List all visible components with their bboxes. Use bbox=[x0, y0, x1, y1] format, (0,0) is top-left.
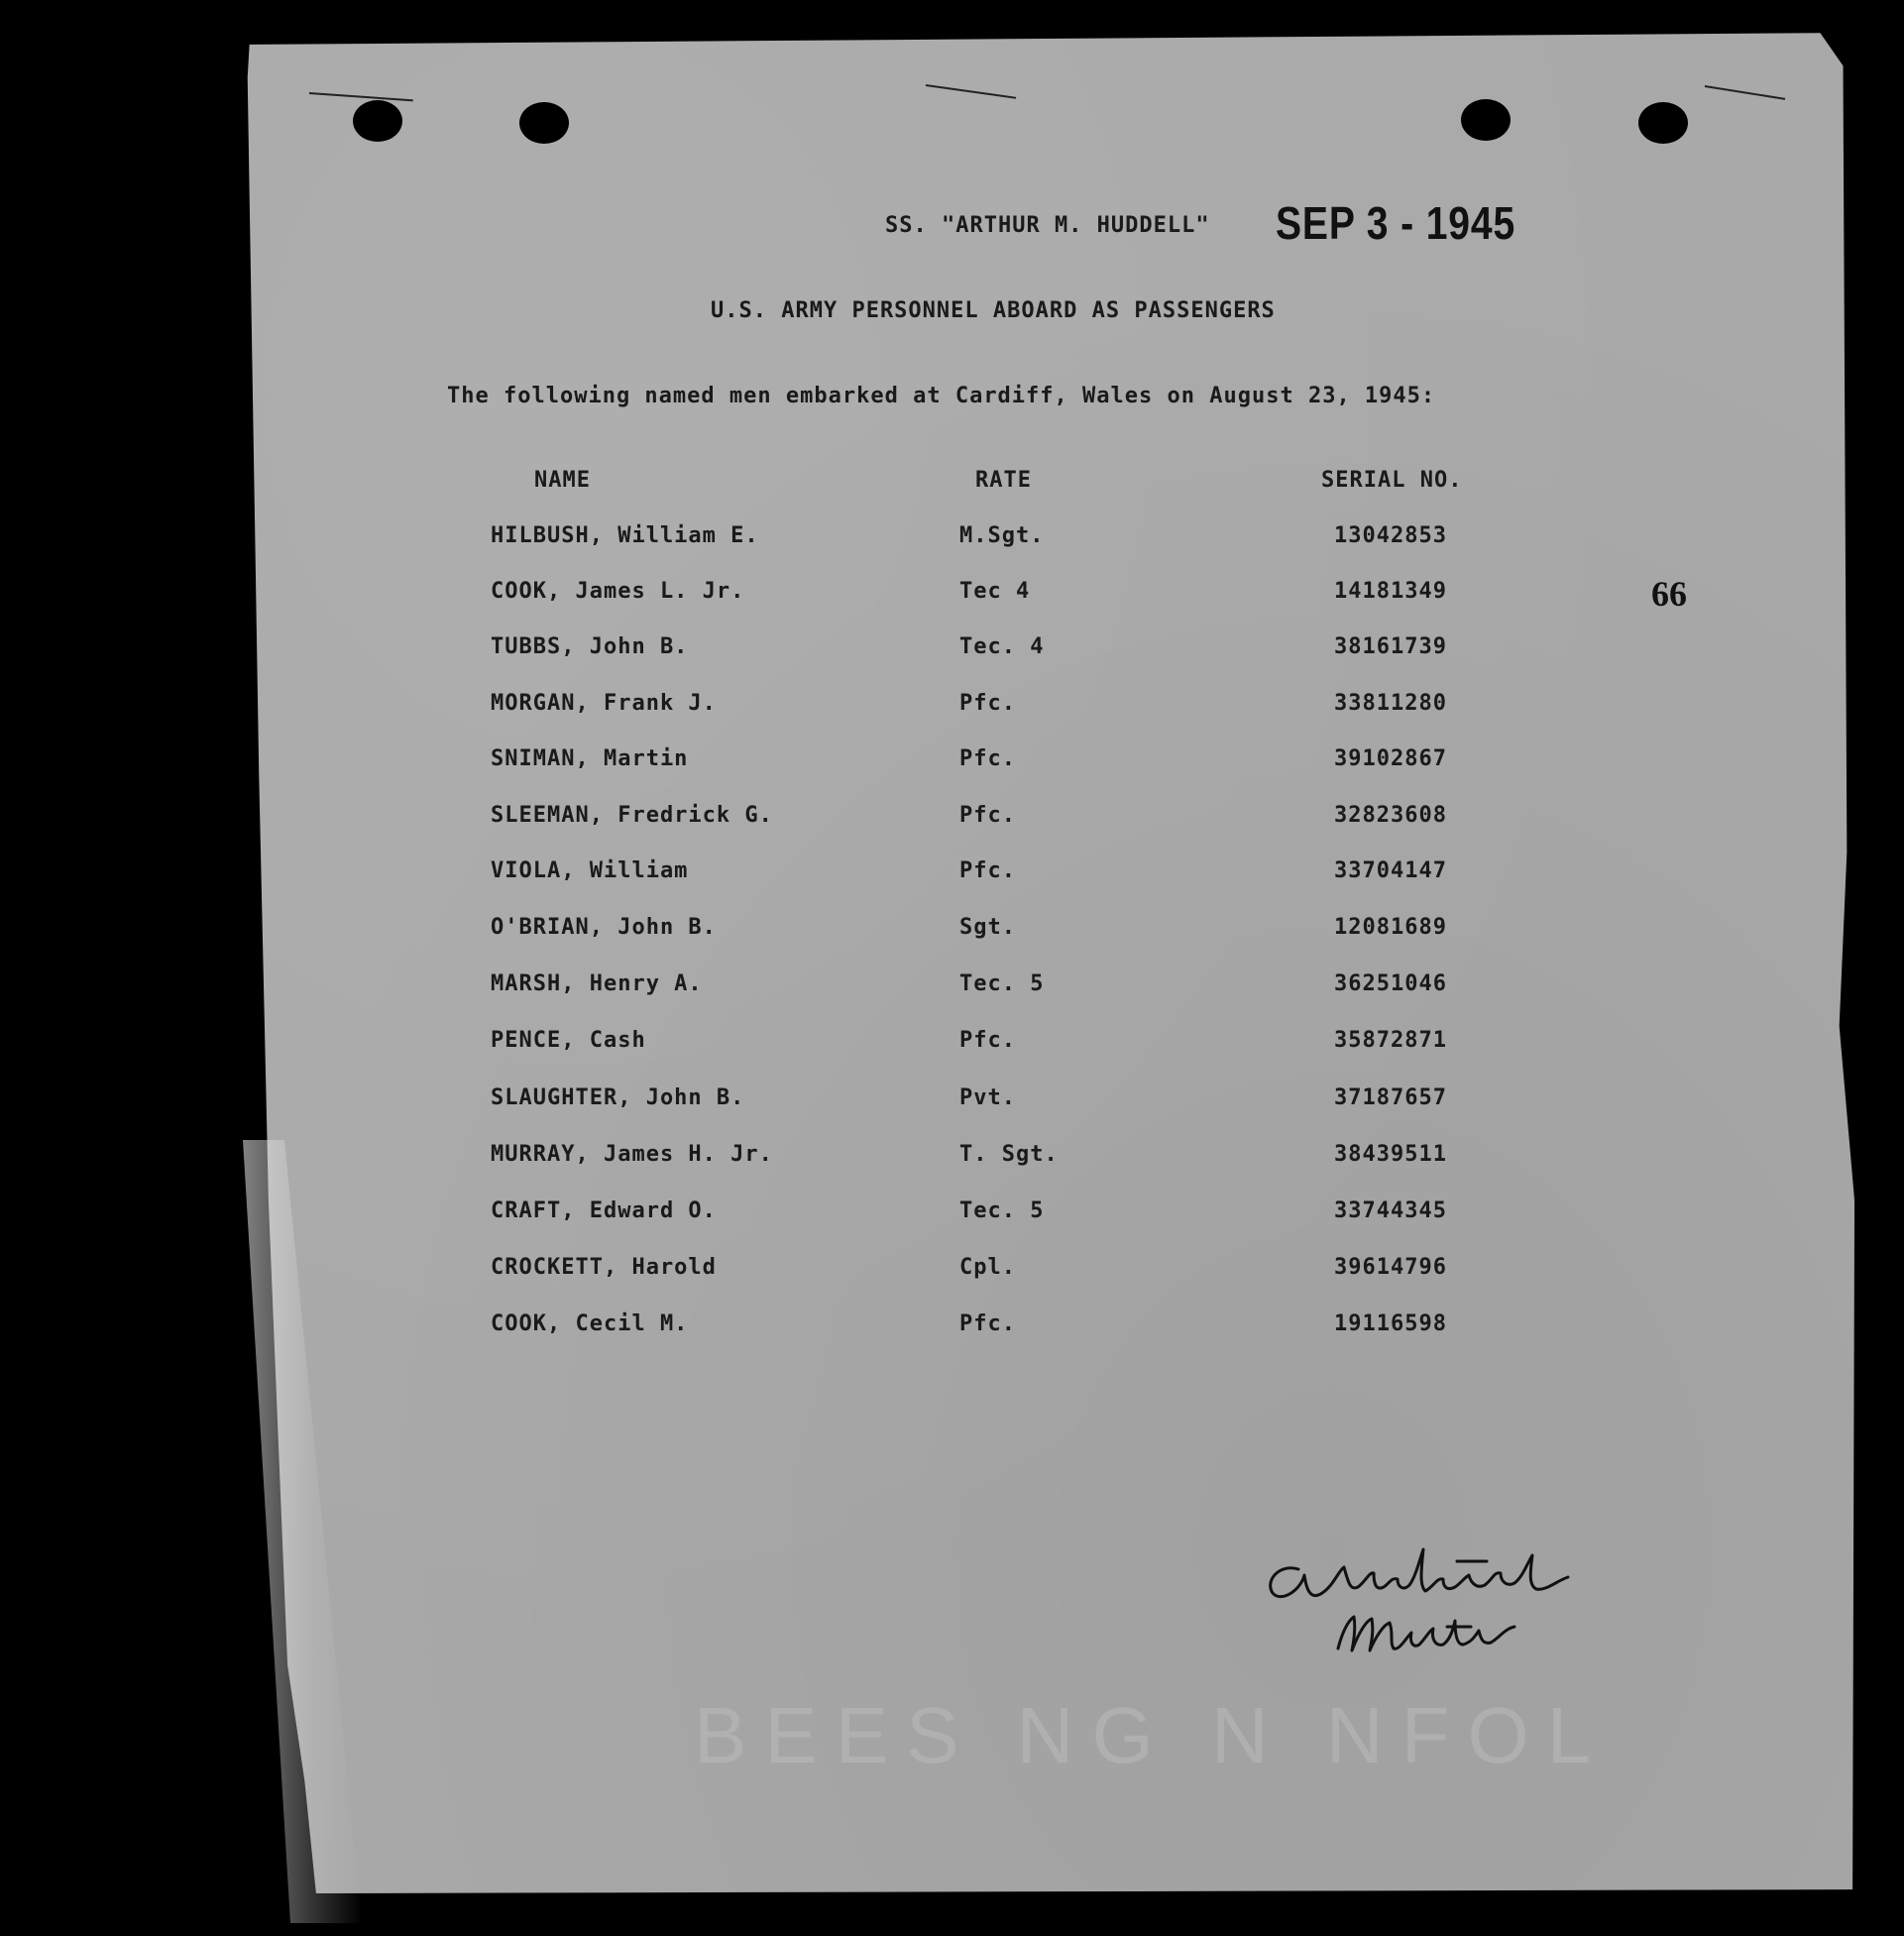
serial-cell: 19116598 bbox=[1334, 1311, 1447, 1336]
intro-text: The following named men embarked at Cardiff, Wales on August 23, 1945: bbox=[447, 384, 1436, 408]
table-row bbox=[0, 634, 1904, 674]
ship-name: SS. "ARTHUR M. HUDDELL" bbox=[885, 213, 1210, 238]
watermark: BEES NG N NFOL bbox=[694, 1691, 1610, 1779]
rate-cell: Tec. 5 bbox=[959, 1198, 1045, 1223]
serial-cell: 33744345 bbox=[1334, 1198, 1447, 1223]
name-cell: SNIMAN, Martin bbox=[491, 746, 689, 771]
rate-cell: Pfc. bbox=[959, 1028, 1016, 1053]
rate-cell: Pfc. bbox=[959, 803, 1016, 828]
punch-hole bbox=[353, 100, 402, 142]
table-row bbox=[0, 971, 1904, 1011]
master-signature bbox=[1259, 1541, 1655, 1670]
name-cell: COOK, James L. Jr. bbox=[491, 579, 745, 604]
punch-hole bbox=[1461, 99, 1511, 141]
rate-cell: Tec. 4 bbox=[959, 634, 1045, 659]
rate-cell: Cpl. bbox=[959, 1255, 1016, 1280]
name-cell: HILBUSH, William E. bbox=[491, 523, 759, 548]
name-cell: MORGAN, Frank J. bbox=[491, 691, 717, 716]
serial-cell: 39102867 bbox=[1334, 746, 1447, 771]
serial-cell: 33704147 bbox=[1334, 858, 1447, 883]
rate-cell: Tec 4 bbox=[959, 579, 1031, 604]
name-cell: PENCE, Cash bbox=[491, 1028, 646, 1053]
serial-cell: 35872871 bbox=[1334, 1028, 1447, 1053]
punch-hole bbox=[519, 102, 569, 144]
serial-cell: 38161739 bbox=[1334, 634, 1447, 659]
rate-cell: Pvt. bbox=[959, 1085, 1016, 1110]
name-cell: MARSH, Henry A. bbox=[491, 971, 703, 996]
table-row bbox=[0, 1255, 1904, 1295]
name-cell: MURRAY, James H. Jr. bbox=[491, 1142, 773, 1167]
serial-cell: 12081689 bbox=[1334, 915, 1447, 940]
rate-cell: T. Sgt. bbox=[959, 1142, 1059, 1167]
table-row bbox=[0, 579, 1904, 619]
serial-cell: 32823608 bbox=[1334, 803, 1447, 828]
table-row bbox=[0, 915, 1904, 955]
serial-cell: 37187657 bbox=[1334, 1085, 1447, 1110]
date-stamp: SEP 3 - 1945 bbox=[1276, 197, 1516, 249]
name-cell: CROCKETT, Harold bbox=[491, 1255, 717, 1280]
name-cell: VIOLA, William bbox=[491, 858, 689, 883]
column-header-name: NAME bbox=[534, 468, 591, 493]
serial-cell: 38439511 bbox=[1334, 1142, 1447, 1167]
serial-cell: 36251046 bbox=[1334, 971, 1447, 996]
name-cell: SLEEMAN, Fredrick G. bbox=[491, 803, 773, 828]
page-number: 66 bbox=[1651, 574, 1687, 614]
table-row bbox=[0, 523, 1904, 563]
table-row bbox=[0, 1198, 1904, 1238]
rate-cell: M.Sgt. bbox=[959, 523, 1045, 548]
serial-cell: 13042853 bbox=[1334, 523, 1447, 548]
name-cell: COOK, Cecil M. bbox=[491, 1311, 689, 1336]
serial-cell: 14181349 bbox=[1334, 579, 1447, 604]
serial-cell: 33811280 bbox=[1334, 691, 1447, 716]
name-cell: SLAUGHTER, John B. bbox=[491, 1085, 745, 1110]
rate-cell: Pfc. bbox=[959, 746, 1016, 771]
table-row bbox=[0, 1142, 1904, 1182]
table-row bbox=[0, 1028, 1904, 1068]
name-cell: TUBBS, John B. bbox=[491, 634, 689, 659]
rate-cell: Pfc. bbox=[959, 858, 1016, 883]
table-row bbox=[0, 1085, 1904, 1125]
column-header-serial: SERIAL NO. bbox=[1321, 468, 1463, 493]
table-row bbox=[0, 1311, 1904, 1351]
name-cell: CRAFT, Edward O. bbox=[491, 1198, 717, 1223]
table-row bbox=[0, 746, 1904, 786]
rate-cell: Tec. 5 bbox=[959, 971, 1045, 996]
serial-cell: 39614796 bbox=[1334, 1255, 1447, 1280]
column-header-rate: RATE bbox=[975, 468, 1032, 493]
punch-hole bbox=[1638, 102, 1688, 144]
table-row bbox=[0, 858, 1904, 898]
rate-cell: Pfc. bbox=[959, 691, 1016, 716]
table-row bbox=[0, 803, 1904, 843]
document-title: U.S. ARMY PERSONNEL ABOARD AS PASSENGERS bbox=[711, 298, 1276, 323]
table-row bbox=[0, 691, 1904, 731]
name-cell: O'BRIAN, John B. bbox=[491, 915, 717, 940]
rate-cell: Sgt. bbox=[959, 915, 1016, 940]
rate-cell: Pfc. bbox=[959, 1311, 1016, 1336]
